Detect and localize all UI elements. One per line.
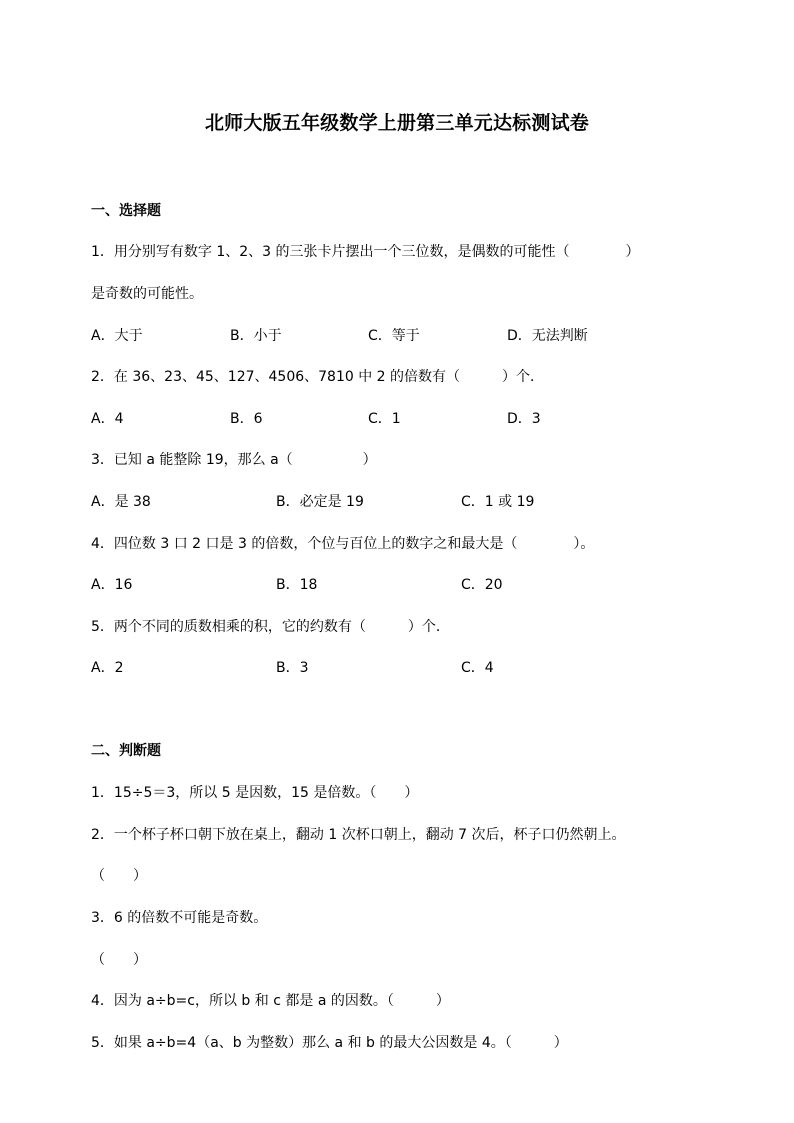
choice-q1-option-a: A．大于 (91, 328, 143, 344)
choice-q1-option-b: B．小于 (230, 328, 282, 344)
choice-q3-option-c: C．1 或 19 (461, 494, 535, 510)
page-title: 北师大版五年级数学上册第三单元达标测试卷 (204, 112, 589, 134)
choice-q5-option-c: C．4 (461, 660, 494, 676)
choice-q2-option-a: A．4 (91, 411, 124, 427)
choice-q5-option-b: B．3 (276, 660, 309, 676)
judge-q2-line2: （ ） (91, 868, 147, 884)
choice-q2-option-b: B．6 (230, 411, 263, 427)
judge-q4-text: 4．因为 a÷b=c，所以 b 和 c 都是 a 的因数。（ ） (91, 993, 450, 1009)
choice-q1-line2: 是奇数的可能性。 (91, 286, 203, 302)
choice-q3-option-b: B．必定是 19 (276, 494, 364, 510)
judge-q2-line1: 2．一个杯子杯口朝下放在桌上，翻动 1 次杯口朝上，翻动 7 次后，杯子口仍然朝上。 (91, 827, 626, 843)
choice-q1-option-d: D．无法判断 (507, 328, 588, 344)
judge-q3-line2: （ ） (91, 952, 147, 968)
choice-q2-text: 2．在 36、23、45、127、4506、7810 中 2 的倍数有（ ）个． (91, 369, 545, 385)
choice-q2-option-d: D．3 (507, 411, 541, 427)
choice-q3-text: 3．已知 a 能整除 19，那么 a（ ） (91, 452, 377, 468)
choice-q2-option-c: C．1 (368, 411, 401, 427)
choice-q3-option-a: A．是 38 (91, 494, 151, 510)
choice-q4-option-c: C．20 (461, 577, 503, 593)
choice-q4-text: 4．四位数 3 口 2 口是 3 的倍数，个位与百位上的数字之和最大是（ ）。 (91, 536, 595, 552)
section-heading-judge: 二、判断题 (91, 743, 161, 759)
choice-q4-option-a: A．16 (91, 577, 133, 593)
choice-q4-option-b: B．18 (276, 577, 318, 593)
choice-q1-option-c: C．等于 (368, 328, 420, 344)
judge-q5-text: 5．如果 a÷b=4（a、b 为整数）那么 a 和 b 的最大公因数是 4。（ ） (91, 1035, 568, 1051)
choice-q5-option-a: A．2 (91, 660, 124, 676)
judge-q1-text: 1．15÷5＝3，所以 5 是因数，15 是倍数。（ ） (91, 785, 419, 801)
judge-q3-line1: 3．6 的倍数不可能是奇数。 (91, 910, 268, 926)
choice-q1-line1: 1．用分别写有数字 1、2、3 的三张卡片摆出一个三位数，是偶数的可能性（ ） (91, 244, 640, 260)
section-heading-choice: 一、选择题 (91, 203, 161, 219)
choice-q5-text: 5．两个不同的质数相乘的积，它的约数有（ ）个． (91, 619, 450, 635)
